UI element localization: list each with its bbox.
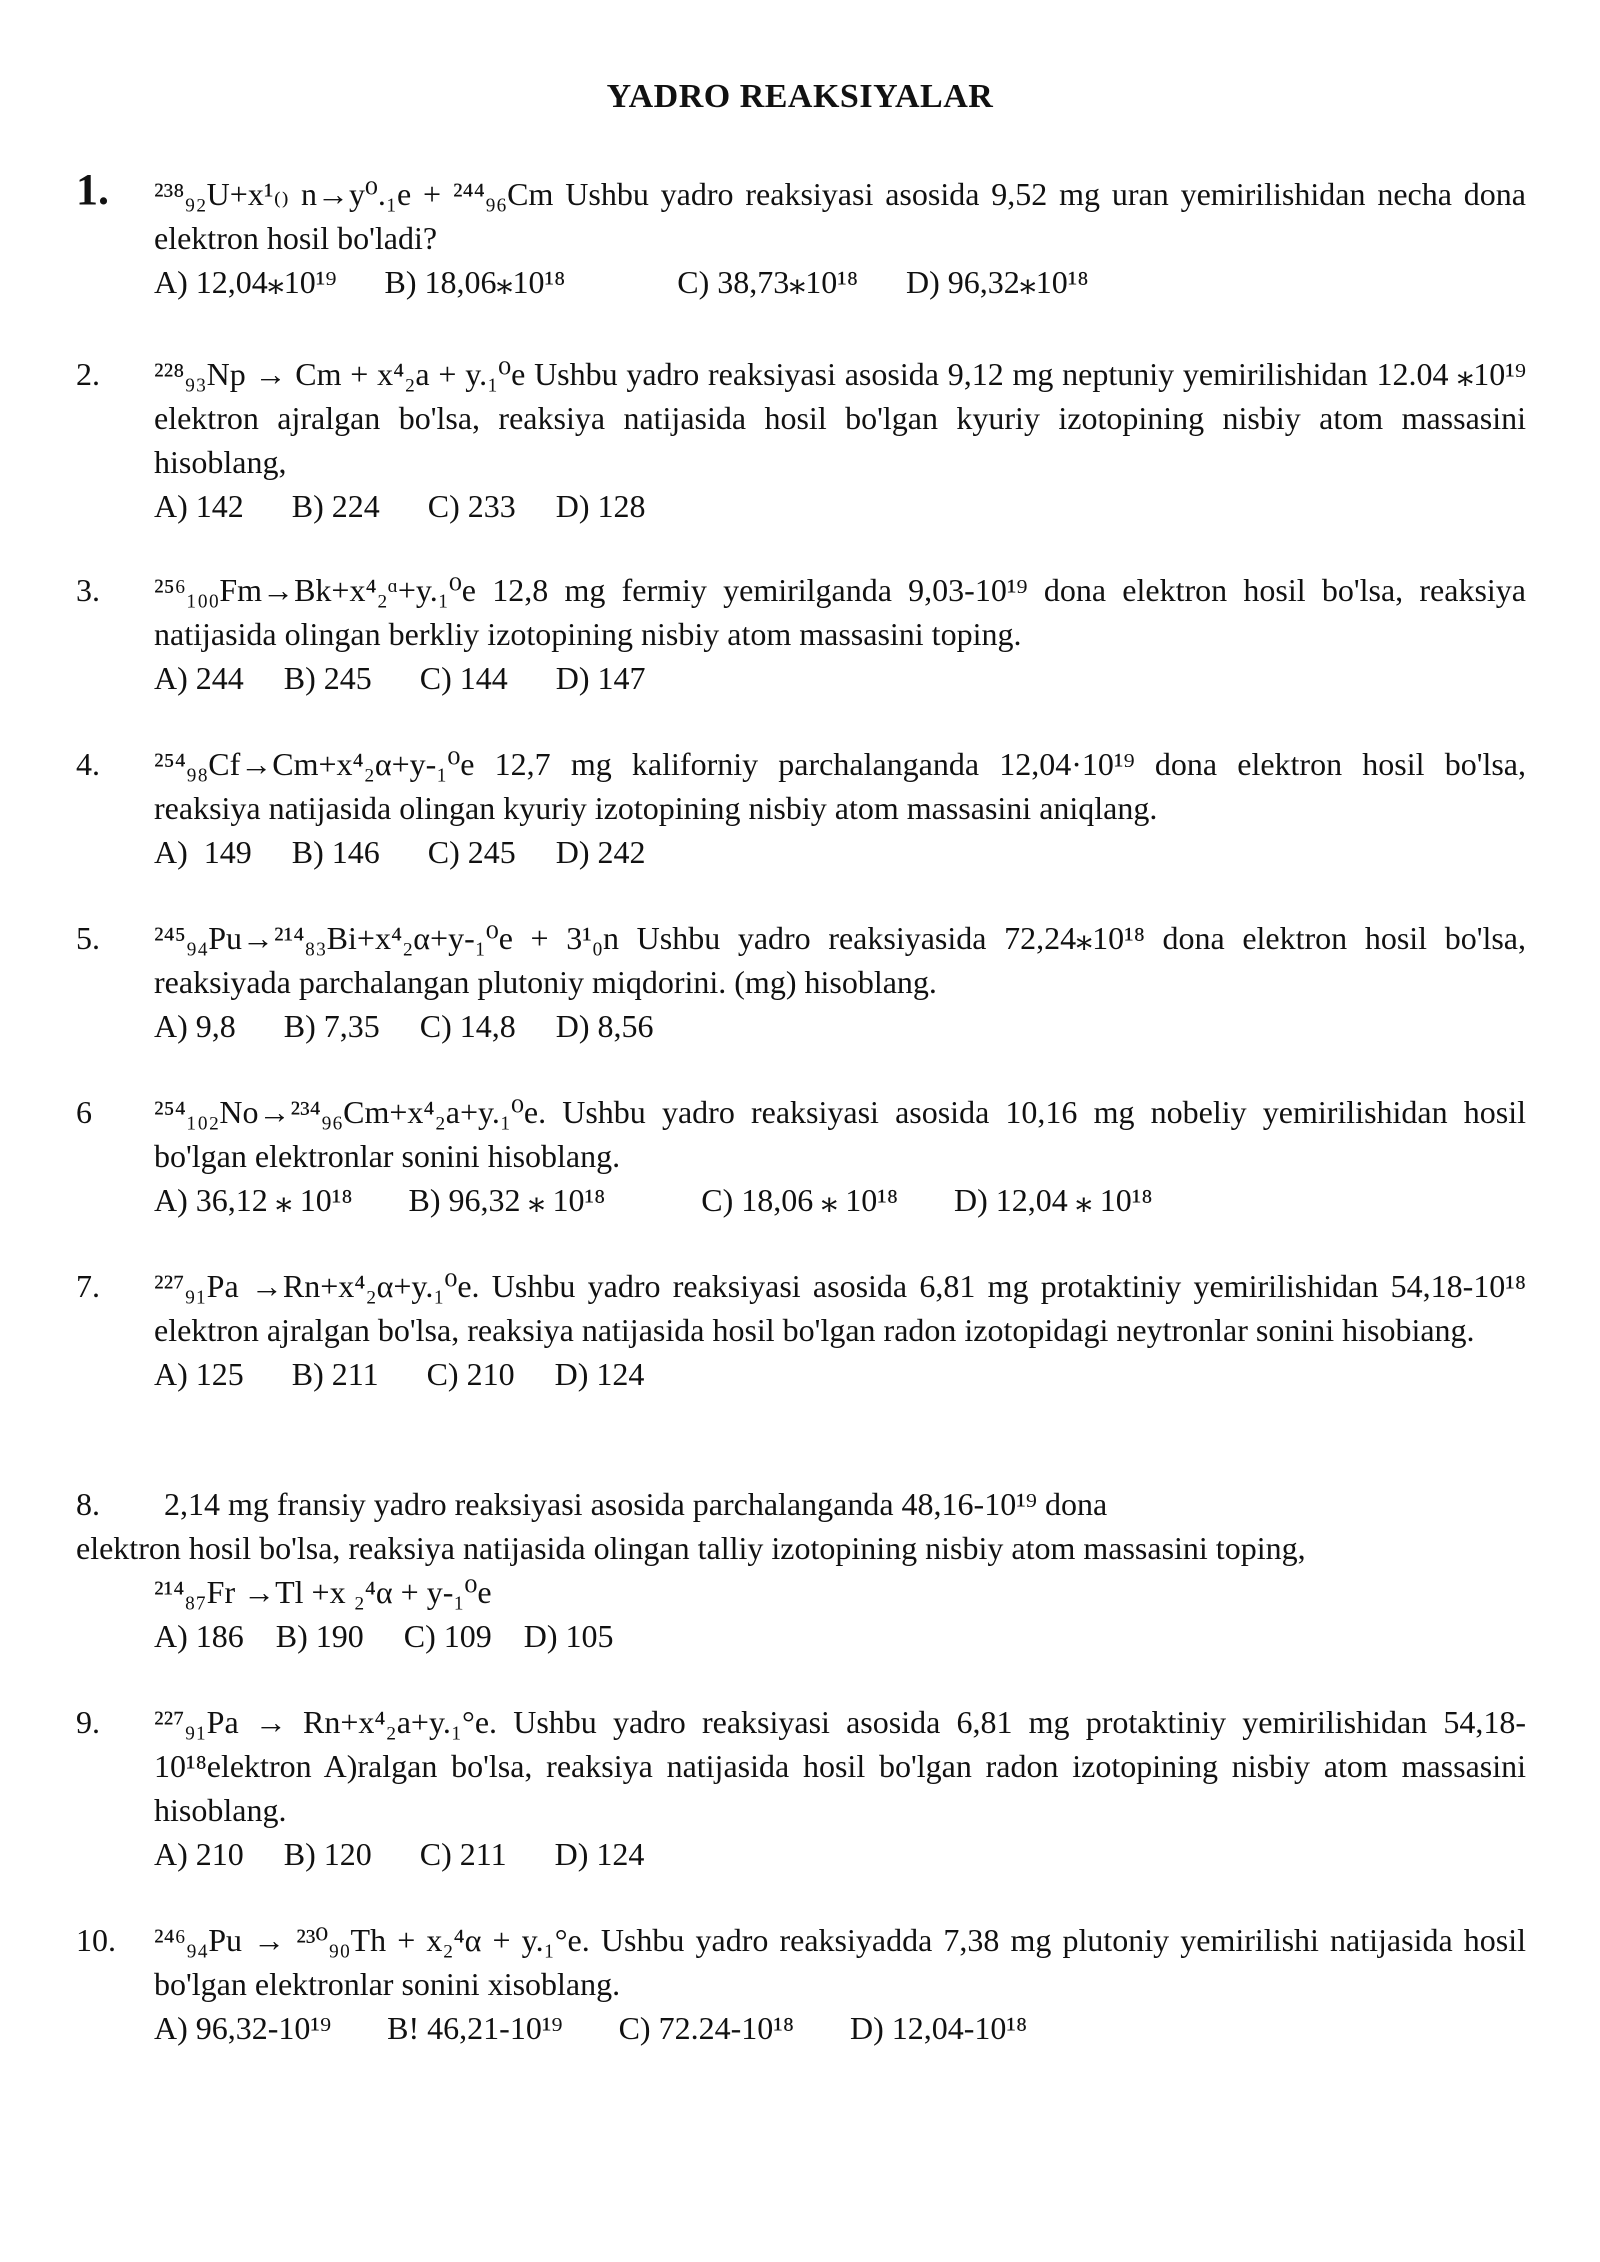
question-text: ²²⁷₉₁Pa →Rn+x⁴₂α+y.₁⁰e. Ushbu yadro reaksiyasi asosida 6,81 mg protaktiniy yemirilishidan 54,18-10¹⁸ elektron ajralgan bo'lsa, reaksiya natijasida hosil bo'lgan radon izotopidagi neytronlar sonini hisobiang. (154, 1268, 1526, 1348)
question-number: 3. (76, 572, 100, 608)
question-2 (76, 352, 1526, 528)
question-6 (76, 1090, 1526, 1222)
question-9 (76, 1700, 1526, 1876)
question-10 (76, 1918, 1526, 2050)
question-text: ²⁵⁴₉₈Cf→Cm+x⁴₂α+y-₁⁰e 12,7 mg kaliforniy parchalanganda 12,04·10¹⁹ dona elektron hosil bo'lsa, reaksiya natijasida olingan kyuriy izotopining nisbiy atom massasini aniqlang. (154, 746, 1526, 826)
answer-options: A) 96,32-10¹⁹ B! 46,21-10¹⁹ C) 72.24-10¹⁸ D) 12,04-10¹⁸ (154, 2010, 1028, 2046)
question-number: 7. (76, 1268, 100, 1304)
answer-options: A) 142 B) 224 C) 233 D) 128 (154, 488, 646, 524)
page-title: YADRO REAKSIYALAR (606, 78, 994, 115)
question-text-line1: 2,14 mg fransiy yadro reaksiyasi asosida parchalanganda 48,16-10¹⁹ dona (164, 1486, 1108, 1522)
question-number: 5. (76, 920, 100, 956)
question-number: 8. (76, 1486, 100, 1522)
question-7 (76, 1264, 1526, 1396)
question-number: 6 (76, 1094, 92, 1130)
answer-options: A) 244 B) 245 C) 144 D) 147 (154, 660, 646, 696)
answer-options: A) 149 B) 146 C) 245 D) 242 (154, 834, 646, 870)
answer-options: A) 210 B) 120 C) 211 D) 124 (154, 1836, 645, 1872)
question-4 (76, 742, 1526, 874)
answer-options: A) 186 B) 190 C) 109 D) 105 (154, 1618, 614, 1654)
question-number: 1. (76, 165, 109, 214)
reaction-equation: ²¹⁴₈₇Fr →Tl +x ₂⁴α + y-₁⁰e (154, 1574, 492, 1610)
question-3 (76, 568, 1526, 700)
question-number: 10. (76, 1922, 116, 1958)
answer-options: A) 12,04⁎10¹⁹ B) 18,06⁎10¹⁸ C) 38,73⁎10¹⁸ D) 96,32⁎10¹⁸ (154, 264, 1089, 300)
question-text: ²⁴⁶₉₄Pu → ²³⁰₉₀Th + x₂⁴α + y.₁°e. Ushbu yadro reaksiyadda 7,38 mg plutoniy yemirilishi natijasida hosil bo'lgan elektronlar sonini xisoblang. (154, 1922, 1526, 2002)
answer-options: A) 125 B) 211 C) 210 D) 124 (154, 1356, 645, 1392)
answer-options: A) 36,12 ⁎ 10¹⁸ B) 96,32 ⁎ 10¹⁸ C) 18,06 ⁎ 10¹⁸ D) 12,04 ⁎ 10¹⁸ (154, 1182, 1153, 1218)
question-text: ²³⁸₉₂U+x¹₍₎ n→y⁰.₁e + ²⁴⁴₉₆Cm Ushbu yadro reaksiyasi asosida 9,52 mg uran yemirilishidan necha dona elektron hosil bo'ladi? (154, 176, 1526, 256)
question-5 (76, 916, 1526, 1048)
question-text: ²²⁷₉₁Pa → Rn+x⁴₂a+y.₁°e. Ushbu yadro reaksiyasi asosida 6,81 mg protaktiniy yemirilishidan 54,18-10¹⁸elektron A)ralgan bo'lsa, reaksiya natijasida hosil bo'lgan radon izotopining nisbiy atom massasini hisoblang. (154, 1704, 1526, 1828)
question-number: 2. (76, 356, 100, 392)
question-8 (76, 1482, 1526, 1658)
question-text: ²⁵⁴₁₀₂No→²³⁴₉₆Cm+x⁴₂a+y.₁⁰e. Ushbu yadro reaksiyasi asosida 10,16 mg nobeliy yemirilishidan hosil bo'lgan elektronlar sonini hisoblang. (154, 1094, 1526, 1174)
question-text: ²⁵⁶₁₀₀Fm→Bk+x⁴₂ᵅ+y.₁⁰e 12,8 mg fermiy yemirilganda 9,03-10¹⁹ dona elektron hosil bo'lsa, reaksiya natijasida olingan berkliy izotopining nisbiy atom massasini toping. (154, 572, 1526, 652)
question-text: ²²⁸₉₃Np → Cm + x⁴₂a + y.₁⁰e Ushbu yadro reaksiyasi asosida 9,12 mg neptuniy yemirilishidan 12.04 ⁎10¹⁹ elektron ajralgan bo'lsa, reaksiya natijasida hosil bo'lgan kyuriy izotopining nisbiy atom massasini hisoblang, (154, 356, 1526, 480)
question-1 (76, 165, 1526, 304)
answer-options: A) 9,8 B) 7,35 C) 14,8 D) 8,56 (154, 1008, 654, 1044)
question-text: ²⁴⁵₉₄Pu→²¹⁴₈₃Bi+x⁴₂α+y-₁⁰e + 3¹₀n Ushbu yadro reaksiyasida 72,24⁎10¹⁸ dona elektron hosil bo'lsa, reaksiyada parchalangan plutoniy miqdorini. (mg) hisoblang. (154, 920, 1526, 1000)
question-text-line2: elektron hosil bo'lsa, reaksiya natijasida olingan talliy izotopining nisbiy atom massasini toping, (76, 1530, 1306, 1566)
question-number: 4. (76, 746, 100, 782)
question-number: 9. (76, 1704, 100, 1740)
